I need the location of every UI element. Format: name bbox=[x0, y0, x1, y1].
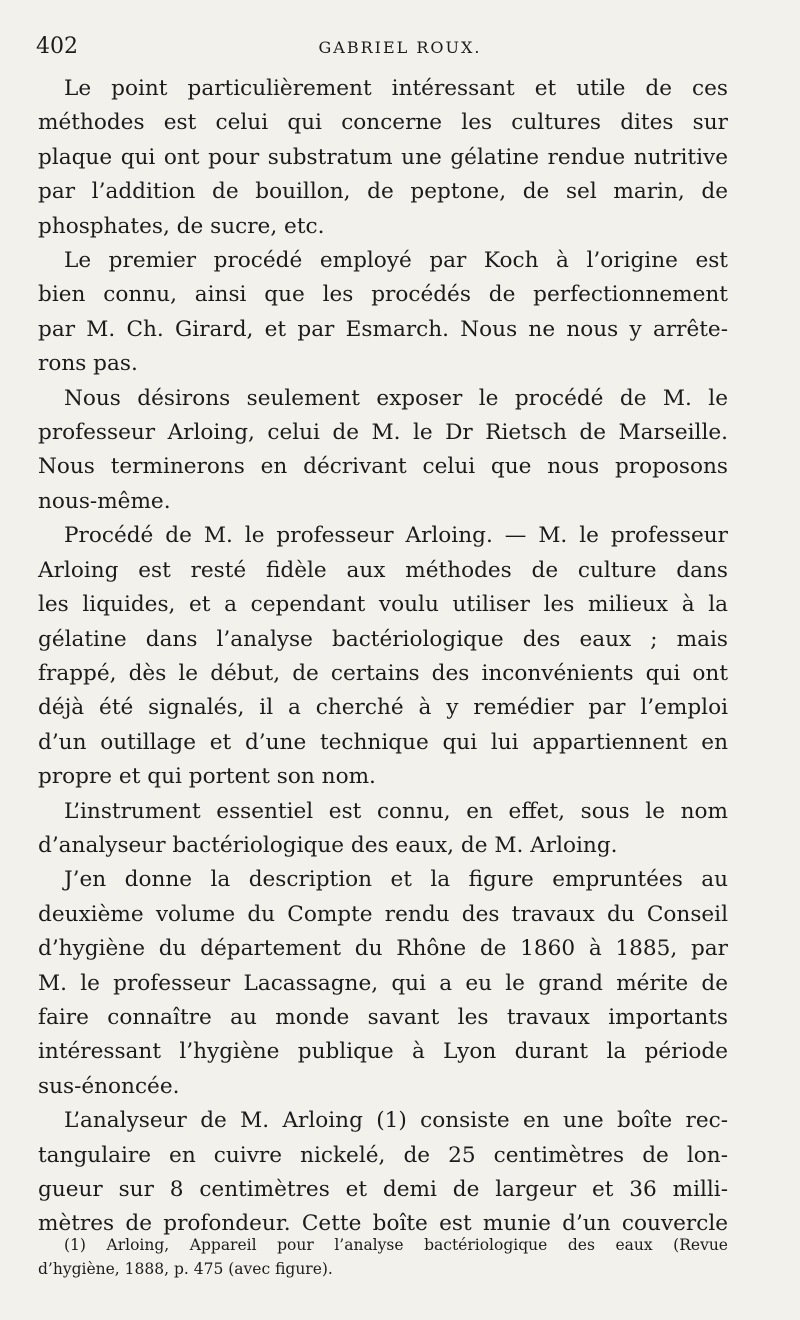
text-line: M. le professeur Lacassagne, qui a eu le grand mérite de bbox=[38, 970, 728, 996]
paragraph bbox=[38, 863, 728, 1104]
text-line: rons pas. bbox=[38, 351, 138, 377]
text-line: Nous terminerons en décrivant celui que nous proposons bbox=[38, 454, 728, 480]
text-line: nous-même. bbox=[38, 488, 171, 514]
text-line: par l’addition de bouillon, de peptone, de sel marin, de bbox=[38, 179, 728, 205]
page-number: 402 bbox=[36, 34, 78, 59]
footnote-line: d’hygiène, 1888, p. 475 (avec figure). bbox=[38, 1260, 333, 1278]
text-line: L’instrument essentiel est connu, en effet, sous le nom bbox=[64, 798, 728, 824]
text-line: Le point particulièrement intéressant et utile de ces bbox=[64, 76, 728, 101]
footnote bbox=[38, 1233, 728, 1281]
text-line: méthodes est celui qui concerne les cultures dites sur bbox=[38, 110, 728, 136]
footnotes bbox=[38, 1233, 728, 1281]
text-line: déjà été signalés, il a cherché à y remédier par l’emploi bbox=[38, 695, 728, 721]
text-line: L’analyseur de M. Arloing (1) consiste en une boîte rec- bbox=[64, 1108, 728, 1134]
text-line: J’en donne la description et la figure empruntées au bbox=[64, 867, 728, 893]
text-line: propre et qui portent son nom. bbox=[38, 764, 376, 790]
text-line: plaque qui ont pour substratum une gélatine rendue nutritive bbox=[38, 144, 728, 170]
text-line: gélatine dans l’analyse bactériologique des eaux ; mais bbox=[38, 626, 728, 652]
text-line: phosphates, de sucre, etc. bbox=[38, 213, 325, 239]
text-line: gueur sur 8 centimètres et demi de largeur et 36 milli- bbox=[38, 1177, 728, 1202]
text-line: deuxième volume du Compte rendu des travaux du Conseil bbox=[38, 901, 728, 927]
text-line: sus-énoncée. bbox=[38, 1073, 180, 1099]
running-title: GABRIEL ROUX. bbox=[318, 38, 482, 57]
text-line: frappé, dès le début, de certains des inconvénients qui ont bbox=[38, 660, 728, 686]
page-header bbox=[36, 34, 764, 64]
text-line: Le premier procédé employé par Koch à l’origine est bbox=[64, 248, 728, 274]
body-text bbox=[38, 72, 728, 1242]
text-line: d’analyseur bactériologique des eaux, de M. Arloing. bbox=[38, 832, 618, 858]
text-line: les liquides, et a cependant voulu utiliser les milieux à la bbox=[38, 592, 728, 618]
paragraph bbox=[38, 1104, 728, 1242]
text-line: Procédé de M. le professeur Arloing. — M. le professeur bbox=[64, 523, 728, 549]
paragraph bbox=[38, 382, 728, 520]
text-line: d’hygiène du département du Rhône de 1860 à 1885, par bbox=[38, 936, 728, 962]
paragraph bbox=[38, 244, 728, 382]
text-line: Nous désirons seulement exposer le procédé de M. le bbox=[64, 385, 728, 411]
footnote-line: (1) Arloing, Appareil pour l’analyse bactériologique des eaux (Revue bbox=[64, 1236, 728, 1254]
text-line: professeur Arloing, celui de M. le Dr Rietsch de Marseille. bbox=[38, 420, 728, 446]
text-line: faire connaître au monde savant les travaux importants bbox=[38, 1004, 728, 1030]
text-line: d’un outillage et d’une technique qui lui appartiennent en bbox=[38, 729, 728, 755]
text-line: intéressant l’hygiène publique à Lyon durant la période bbox=[38, 1039, 728, 1065]
text-line: tangulaire en cuivre nickelé, de 25 centimètres de lon- bbox=[38, 1142, 728, 1168]
paragraph bbox=[38, 519, 728, 794]
text-line: bien connu, ainsi que les procédés de perfectionnement bbox=[38, 282, 728, 308]
paragraph bbox=[38, 72, 728, 244]
text-line: par M. Ch. Girard, et par Esmarch. Nous ne nous y arrête- bbox=[38, 316, 728, 342]
paragraph bbox=[38, 795, 728, 864]
text-line: Arloing est resté fidèle aux méthodes de culture dans bbox=[38, 557, 728, 583]
text-line: mètres de profondeur. Cette boîte est munie d’un couvercle bbox=[38, 1211, 728, 1237]
